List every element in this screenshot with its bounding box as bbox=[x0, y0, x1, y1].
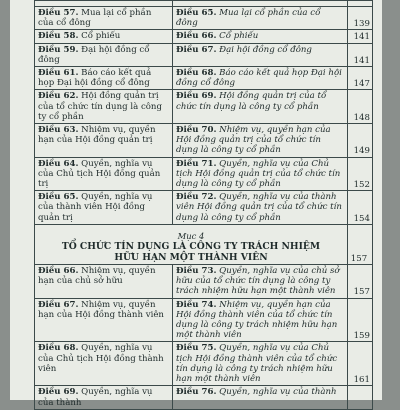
new-article-cell bbox=[173, 30, 348, 43]
new-article-number: Điều 71. bbox=[176, 158, 217, 169]
table-row bbox=[35, 90, 373, 124]
new-article-cell bbox=[173, 124, 348, 158]
new-article-number: Điều 69. bbox=[176, 91, 217, 102]
old-article-title: Hội đồng quản trị của tổ chức tín dụng là công ty cổ phần bbox=[38, 91, 162, 122]
page-number: 147 bbox=[348, 67, 373, 90]
section-title-line-2: HỮU HẠN MỘT THÀNH VIÊN bbox=[114, 252, 268, 264]
old-article-cell bbox=[35, 67, 173, 90]
old-article-cell bbox=[35, 30, 173, 43]
new-article-title: Báo cáo kết quả họp Đại hội đồng cổ đông bbox=[176, 68, 342, 89]
new-article-title: Quyền, nghĩa vụ của chủ sở hữu của tổ chức tín dụng là công ty trách nhiệm hữu hạn một thành viên bbox=[176, 266, 340, 297]
new-article-cell bbox=[173, 191, 348, 225]
new-article-number: Điều 66. bbox=[176, 31, 217, 42]
new-article-number: Điều 67. bbox=[176, 44, 217, 55]
table-row bbox=[35, 7, 373, 30]
old-article-cell bbox=[35, 157, 173, 191]
section-row bbox=[35, 224, 373, 264]
new-article-title: Hội đồng quản trị của tổ chức tín dụng là công ty cổ phần bbox=[176, 91, 327, 112]
new-article-number: Điều 72. bbox=[176, 192, 217, 203]
section-title-line-1: TỔ CHỨC TÍN DỤNG LÀ CÔNG TY TRÁCH NHIỆM bbox=[61, 241, 321, 253]
page-number: 161 bbox=[348, 342, 373, 386]
new-article-cell bbox=[173, 157, 348, 191]
new-article-cell bbox=[173, 265, 348, 299]
new-article-title: Quyền, nghĩa vụ của thành bbox=[216, 387, 337, 398]
old-article-cell bbox=[35, 191, 173, 225]
old-article-cell bbox=[35, 124, 173, 158]
page-number: 154 bbox=[348, 191, 373, 225]
page-number: 157 bbox=[348, 265, 373, 299]
page-number: 141 bbox=[348, 43, 373, 66]
new-article-cell bbox=[173, 342, 348, 386]
new-article-number: Điều 76. bbox=[176, 387, 217, 398]
toc-section-header bbox=[35, 224, 373, 264]
old-article-number: Điều 69. bbox=[38, 387, 79, 398]
table-row bbox=[35, 124, 373, 158]
table-row bbox=[35, 43, 373, 66]
old-article-cell bbox=[35, 298, 173, 342]
old-article-title: Đại hội đồng cổ đông bbox=[38, 44, 150, 65]
new-article-title: Nhiệm vụ, quyền hạn của Hội đồng thành viên của tổ chức tín dụng là công ty trách nhiệm hữu hạn một thành viên bbox=[176, 299, 338, 341]
old-article-title: Nhiệm vụ, quyền hạn của Hội đồng thành viên bbox=[38, 299, 164, 320]
toc-top-section bbox=[35, 1, 373, 225]
old-article-number: Điều 65. bbox=[38, 192, 79, 203]
new-article-cell bbox=[173, 90, 348, 124]
table-row bbox=[35, 342, 373, 386]
old-article-title: Báo cáo kết quả họp Đại hội đồng cổ đông bbox=[38, 68, 152, 89]
old-article-title: Nhiệm vụ, quyền hạn của Hội đồng quản trị bbox=[38, 125, 156, 146]
new-article-title: Quyền, nghĩa vụ của thành viên Hội đồng quản trị của tổ chức tín dụng là công ty cổ phần bbox=[176, 192, 342, 223]
page-number bbox=[348, 386, 373, 409]
old-article-title: Quyền, nghĩa vụ của Chủ tịch Hội đồng quản trị bbox=[38, 158, 161, 190]
new-article-number: Điều 68. bbox=[176, 68, 217, 79]
toc-table bbox=[34, 0, 373, 410]
old-article-cell bbox=[35, 7, 173, 30]
old-article-number: Điều 66. bbox=[38, 266, 79, 277]
old-article-cell bbox=[35, 386, 173, 409]
old-article-title: Mua lại cổ phần của cổ đông bbox=[38, 8, 152, 29]
new-article-title: Cổ phiếu bbox=[216, 31, 259, 42]
table-row bbox=[35, 386, 373, 409]
table-row bbox=[35, 30, 373, 43]
book-page bbox=[10, 0, 382, 408]
toc-bottom-section bbox=[35, 265, 373, 410]
old-article-cell bbox=[35, 43, 173, 66]
page-number: 148 bbox=[348, 90, 373, 124]
table-row bbox=[35, 265, 373, 299]
new-article-number: Điều 75. bbox=[176, 343, 217, 354]
old-article-number: Điều 57. bbox=[38, 8, 79, 18]
old-article-cell bbox=[35, 90, 173, 124]
old-article-number: Điều 59. bbox=[38, 44, 79, 55]
old-article-cell bbox=[35, 265, 173, 299]
new-article-number: Điều 73. bbox=[176, 266, 217, 277]
page-number: 157 bbox=[348, 224, 373, 264]
old-article-number: Điều 61. bbox=[38, 68, 79, 79]
new-article-title: Mua lại cổ phần của cổ đông bbox=[176, 8, 321, 29]
old-article-number: Điều 67. bbox=[38, 299, 79, 310]
new-article-title: Đại hội đồng cổ đông bbox=[216, 44, 312, 55]
new-article-title: Nhiệm vụ, quyền hạn của Hội đồng quản trị của tổ chức tín dụng là công ty cổ phần bbox=[176, 125, 331, 156]
old-article-title: Cổ phiếu bbox=[78, 31, 121, 42]
new-article-cell bbox=[173, 7, 348, 30]
section-label: Mục 4 bbox=[177, 230, 205, 241]
page-number: 139 bbox=[348, 7, 373, 30]
new-article-number: Điều 74. bbox=[176, 299, 217, 310]
new-article-cell bbox=[173, 67, 348, 90]
new-article-number: Điều 65. bbox=[176, 8, 217, 18]
old-article-number: Điều 64. bbox=[38, 158, 79, 169]
old-article-number: Điều 62. bbox=[38, 91, 79, 102]
page-number: 141 bbox=[348, 30, 373, 43]
new-article-number: Điều 70. bbox=[176, 125, 217, 136]
old-article-number: Điều 58. bbox=[38, 31, 79, 42]
old-article-cell bbox=[35, 342, 173, 386]
old-article-title: Quyền, nghĩa vụ của Chủ tịch Hội đồng thành viên bbox=[38, 343, 164, 374]
table-row bbox=[35, 67, 373, 90]
new-article-title: Quyền, nghĩa vụ của Chủ tịch Hội đồng thành viên của tổ chức tín dụng là công ty trách nhiệm hữu hạn một thành viên bbox=[176, 343, 338, 385]
table-row bbox=[35, 191, 373, 225]
old-article-title: Nhiệm vụ, quyền hạn của chủ sở hữu bbox=[38, 266, 156, 287]
table-row bbox=[35, 298, 373, 342]
new-article-title: Quyền, nghĩa vụ của Chủ tịch Hội đồng quản trị của tổ chức tín dụng là công ty cổ phần bbox=[176, 158, 341, 190]
old-article-number: Điều 68. bbox=[38, 343, 79, 354]
old-article-title: Quyền, nghĩa vụ của thành viên Hội đồng quản trị bbox=[38, 192, 153, 223]
page-number: 152 bbox=[348, 157, 373, 191]
new-article-cell bbox=[173, 43, 348, 66]
old-article-number: Điều 63. bbox=[38, 125, 79, 136]
table-row bbox=[35, 157, 373, 191]
page-number: 159 bbox=[348, 298, 373, 342]
new-article-cell bbox=[173, 298, 348, 342]
old-article-title: Quyền, nghĩa vụ của thành bbox=[38, 387, 153, 408]
new-article-cell bbox=[173, 386, 348, 409]
page-number: 149 bbox=[348, 124, 373, 158]
